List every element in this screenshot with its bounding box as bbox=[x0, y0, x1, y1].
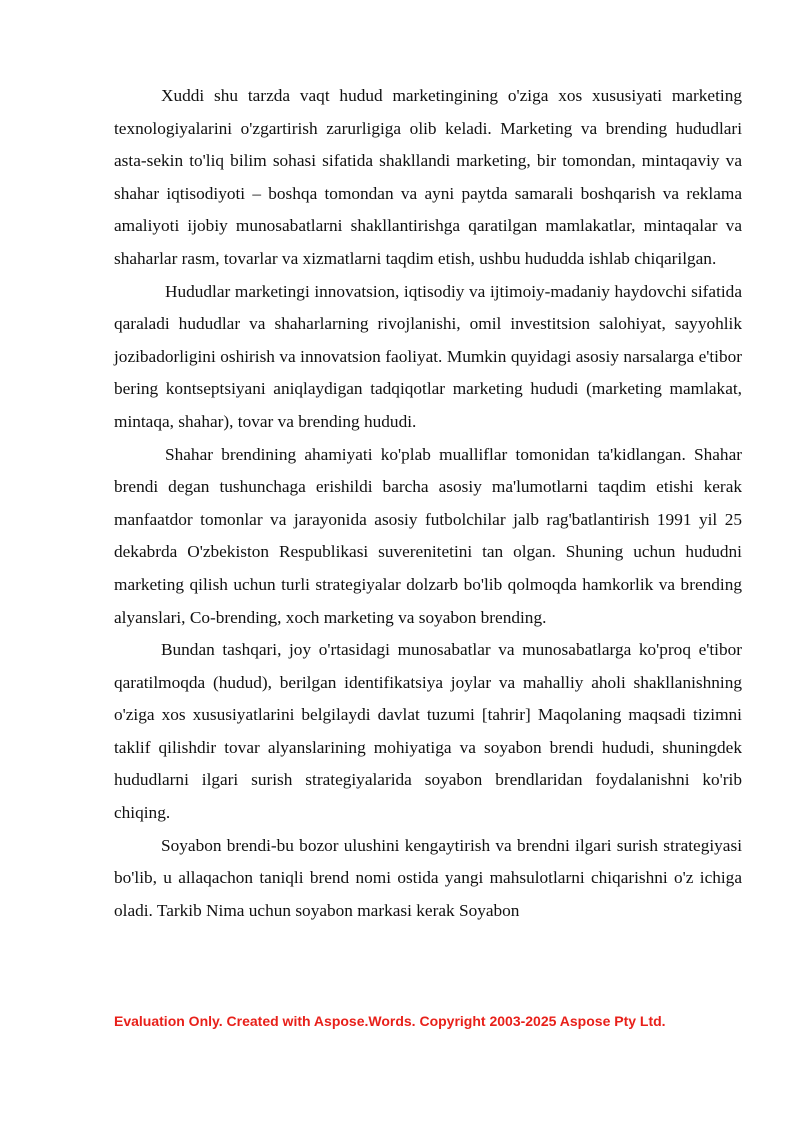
paragraph-3: Shahar brendining ahamiyati ko'plab mualliflar tomonidan ta'kidlangan. Shahar brendi degan tushunchaga erishildi barcha asosiy ma'lumotlarni taqdim etishi kerak manfaatdor tomonlar va jarayonida asosiy futbolchilar jalb rag'batlantirish 1991 yil 25 dekabrda O'zbekiston Respublikasi suverenitetini tan olgan. Shuning uchun hududni marketing qilish uchun turli strategiyalar dolzarb bo'lib qolmoqda hamkorlik va brending alyanslari, Co-brending, xoch marketing va soyabon brending. bbox=[114, 444, 742, 627]
paragraph-2: Hududlar marketingi innovatsion, iqtisodiy va ijtimoiy-madaniy haydovchi sifatida qaraladi hududlar va shaharlarning rivojlanishi, omil investitsion salohiyat, sayyohlik jozibadorligini oshirish va innovatsion faoliyat. Mumkin quyidagi asosiy narsalarga e'tibor bering kontseptsiyani aniqlaydigan tadqiqotlar marketing hududi (marketing mamlakat, mintaqa, shahar), tovar va brending hududi. bbox=[114, 281, 742, 431]
paragraph-1: Xuddi shu tarzda vaqt hudud marketingining o'ziga xos xususiyati marketing texnologiyalarini o'zgartirish zarurligiga olib keladi. Marketing va brending hududlari asta-sekin to'liq bilim sohasi sifatida shakllandi marketing, bir tomondan, mintaqaviy va shahar iqtisodiyoti – boshqa tomondan va ayni paytda samarali boshqarish va reklama amaliyoti ijobiy munosabatlarni shakllantirishga qaratilgan mamlakatlar, mintaqalar va shaharlar rasm, tovarlar va xizmatlarni taqdim etish, ushbu hududda ishlab chiqarilgan. bbox=[114, 86, 742, 268]
paragraph-5: Soyabon brendi-bu bozor ulushini kengaytirish va brendni ilgari surish strategiyasi bo'lib, u allaqachon taniqli brend nomi ostida yangi mahsulotlarni chiqarishni o'z ichiga oladi. Tarkib Nima uchun soyabon markasi kerak Soyabon bbox=[114, 835, 742, 920]
paragraph-4: Bundan tashqari, joy o'rtasidagi munosabatlar va munosabatlarga ko'proq e'tibor qaratilmoqda (hudud), berilgan identifikatsiya joylar va mahalliy aholi shakllanishning o'ziga xos xususiyatlarini belgilaydi davlat tuzumi [tahrir] Maqolaning maqsadi tizimni taklif qilishdir tovar alyanslarining mohiyatiga va soyabon brendi hududi, shuningdek hududlarni ilgari surish strategiyalarida soyabon brendlaridan foydalanishni ko'rib chiqing. bbox=[114, 640, 742, 823]
document-page bbox=[114, 80, 742, 927]
evaluation-watermark: Evaluation Only. Created with Aspose.Words. Copyright 2003-2025 Aspose Pty Ltd. bbox=[114, 1013, 666, 1029]
